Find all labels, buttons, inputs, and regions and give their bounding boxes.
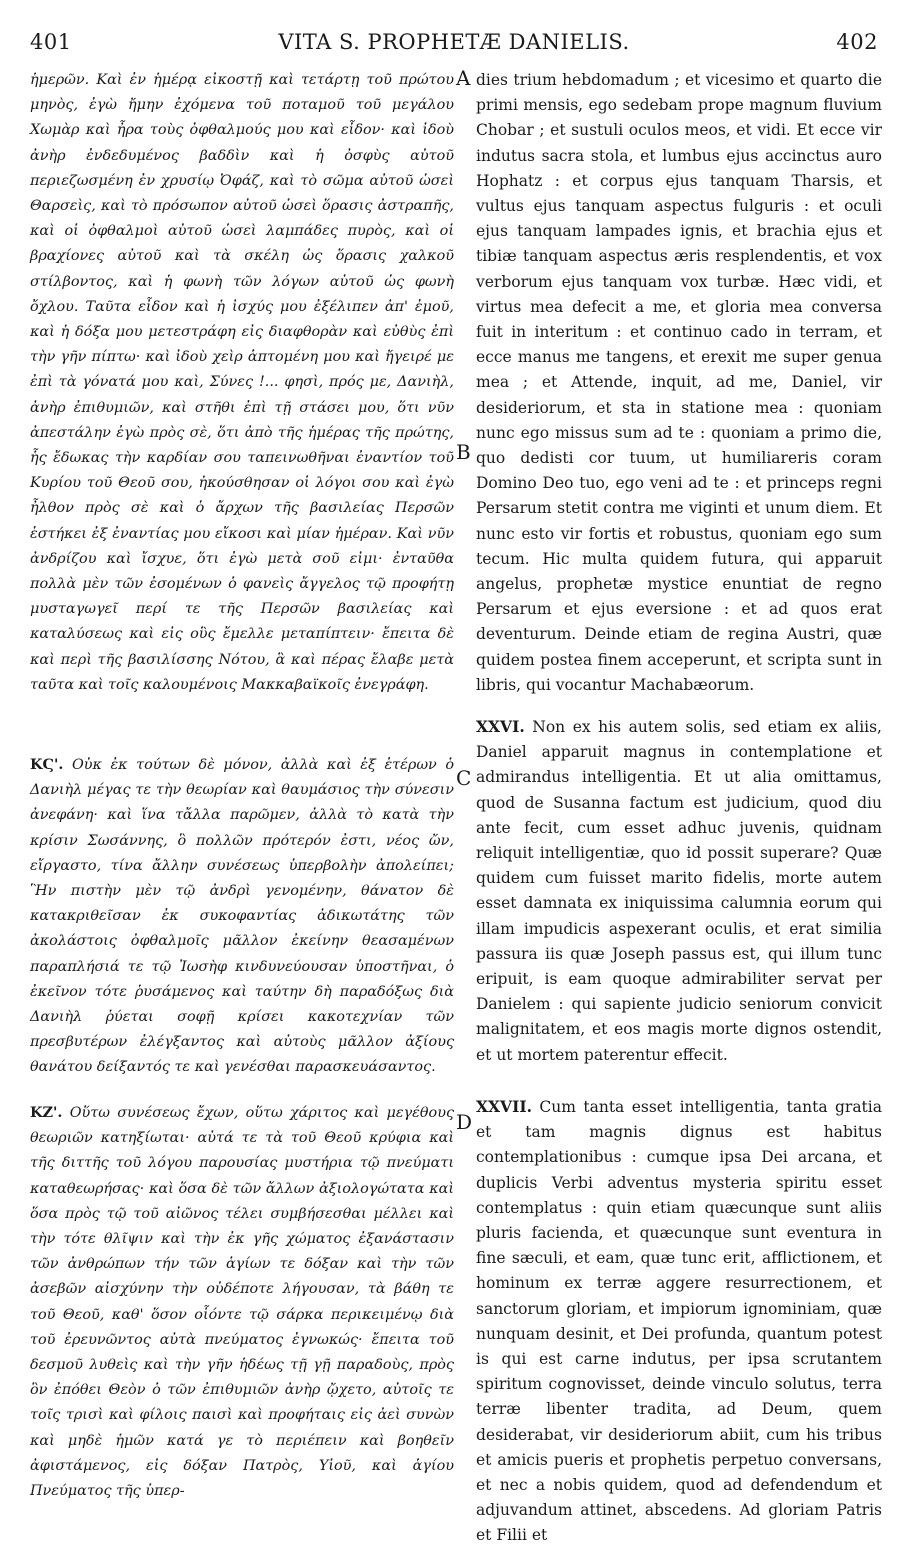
greek-section-27-text: Οὕτω συνέσεως ἔχων, οὕτω χάριτος καὶ μεγέθους θεωριῶν κατηξίωται· αὐτά τε τὰ τοῦ Θεοῦ κρύφια καὶ τῆς διττῆς τοῦ λόγου παρουσίας μυστήρια τῷ πνεύματι καταθεωρήσας· καὶ ὅσα δὲ τῶν ἄλλων ἀξιολογώτατα καὶ ὅσα πρὸς τῷ τοῦ αἰῶνος τέλει συμβήσεσθαι μέλλει καὶ τὴν τότε θλῖψιν καὶ τὴν ἐκ γῆς χώματος ἐξανάστασιν τῶν ἀνθρώπων τήν τῶν ἁγίων τε δόξαν καὶ τὴν τῶν ἀσεβῶν αἰσχύνην τὴν οὐδέποτε λήγουσαν, τὰ βάθη τε τοῦ Θεοῦ, καθ' ὅσον οἷόντε τῷ σάρκα περικειμένῳ διὰ τοῦ ἐρευνῶντος αὐτὰ πνεύματος ἐγνωκώς· ἔπειτα τοῦ δεσμοῦ λυθεὶς καὶ τὴν γῆν ἡδέως τῇ γῇ παραδοὺς, πρὸς ὃν ἐπόθει Θεὸν ὁ τῶν ἐπιθυμιῶν ἀνὴρ ᾤχετο, αὐτοῖς τε τοῖς τρισὶ καὶ φίλοις παισὶ καὶ προφήταις εἰς ἀεὶ συνὼν καὶ μηδὲ ἡμῶν κατά γε τὸ περιέπειν καὶ βοηθεῖν ἀφιστάμενος, εἰς δόξαν Πατρὸς, Υἱοῦ, καὶ ἁγίου Πνεύματος τῆς ὑπερ-	[30, 1105, 455, 1500]
margin-marker-a: A	[456, 66, 471, 90]
margin-marker-d: D	[456, 1110, 473, 1134]
greek-section-26-text: Οὐκ ἐκ τούτων δὲ μόνον, ἀλλὰ καὶ ἐξ ἑτέρων ὁ Δανιὴλ μέγας τε τὴν θεωρίαν καὶ θαυμάσιος τὴν σύνεσιν ἀνεφάνη· καὶ ἵνα τἄλλα παρῶμεν, ἀλλὰ τὸ κατὰ τὴν κρίσιν Σωσάννης, ὃ πολλῶν πρότερόν ἐστι, νέος ὤν, εἴργαστο, τίνα ἄλλην συνέσεως ὑπερβολὴν ἀπολείπει; Ἣν πιστὴν μὲν τῷ ἀνδρὶ γενομένην, θάνατον δὲ κατακριθεῖσαν ἐκ συκοφαντίας ἀδικωτάτης τῶν ἀκολάστοις ὀφθαλμοῖς μᾶλλον ἐκείνην θεασαμένων παραπλήσιά τε τῷ Ἰωσὴφ κινδυνεύουσαν ὑποστῆναι, ὁ ἐκεῖνον τότε ῥυσάμενος καὶ ταύτην δὴ παραδόξως διὰ Δανιὴλ ῥύεται σοφῇ κρίσει κακοτεχνίαν τῶν πρεσβυτέρων ἐλέγξαντος καὶ αὐτοὺς μᾶλλον ἀξίους θανάτου δείξαντός τε καὶ γενέσθαι παρασκευάσαντος.	[30, 757, 455, 1076]
margin-marker-c: C	[456, 766, 472, 790]
greek-section-27	[30, 1100, 454, 1504]
latin-section-26-number: XXVI.	[476, 717, 525, 736]
latin-section-27-text: Cum tanta esset intelligentia, tanta gratia et tam magnis dignus est habitus contemplationibus : cumque ipsa Dei arcana, et duplicis Verbi adventus mysteria spiritu esset contemplatus : quin etiam quæcunque sunt aliis pluris facienda, et quæcunque sunt eventura in fine sæculi, et eam, quæ tunc erit, afflictionem, et hominum ex terræ aggere resurrectionem, et sanctorum gloriam, et impiorum ignominiam, quæ nunquam desinit, et Dei profunda, quantum potest is qui est carne indutus, per ipsa scrutantem spiritum cognovisset, deinde vinculo solutus, terra terræ libenter tradita, ad Deum, quem desiderabat, vir desideriorum abiit, cum his tribus et amicis pueris et prophetis perpetuo conversans, et nec a nobis quidem, quod ad defendendum et adjuvandum attinet, abscedens. Ad gloriam Patris et Filii et	[476, 1098, 882, 1545]
greek-paragraph-1: ἡμερῶν. Καὶ ἐν ἡμέρᾳ εἰκοστῇ καὶ τετάρτῃ τοῦ πρώτου μηνὸς, ἐγὼ ἤμην ἐχόμενα τοῦ ποταμοῦ τοῦ μεγάλου Χωμὰρ καὶ ἦρα τοὺς ὀφθαλμούς μου καὶ εἶδον· καὶ ἰδοὺ ἀνὴρ ἐνδεδυμένος βαδδὶν καὶ ἡ ὀσφὺς αὐτοῦ περιεζωσμένη ἐν χρυσίῳ Ὀφάζ, καὶ τὸ σῶμα αὐτοῦ ὡσεὶ Θαρσεὶς, καὶ τὸ πρόσωπον αὐτοῦ ὡσεὶ ὅρασις ἀστραπῆς, καὶ οἱ ὀφθαλμοὶ αὐτοῦ ὡσεὶ λαμπάδες πυρὸς, καὶ οἱ βραχίονες αὐτοῦ καὶ τὰ σκέλη ὡς ὅρασις χαλκοῦ στίλβοντος, καὶ ἡ φωνὴ τῶν λόγων αὐτοῦ ὡς φωνὴ ὄχλου. Ταῦτα εἶδον καὶ ἡ ἰσχύς μου ἐξέλιπεν ἀπ' ἐμοῦ, καὶ ἡ δόξα μου μετεστράφη εἰς διαφθορὰν καὶ εὐθὺς ἐπὶ τὴν γῆν πίπτω· καὶ ἰδοὺ χεὶρ ἁπτομένη μου καὶ ἤγειρέ με ἐπὶ τὰ γόνατά μου καὶ, Σύνες !... φησὶ, πρός με, Δανιὴλ, ἀνὴρ ἐπιθυμιῶν, καὶ στῆθι ἐπὶ τῇ στάσει μου, ὅτι νῦν ἀπεστάλην ἐγὼ πρὸς σὲ, ὅτι ἀπὸ τῆς ἡμέρας τῆς πρώτης, ἧς ἔδωκας τὴν καρδίαν σου ταπεινωθῆναι ἐναντίον τοῦ Κυρίου τοῦ Θεοῦ σου, ἠκούσθησαν οἱ λόγοι σου καὶ ἐγὼ ἦλθον πρὸς σὲ καὶ ὁ ἄρχων τῆς βασιλείας Περσῶν ἑστήκει ἐξ ἐναντίας μου εἴκοσι καὶ μίαν ἡμέραν. Καὶ νῦν ἀνδρίζου καὶ ἴσχυε, ὅτι ἐγὼ μετὰ σοῦ εἰμι· ἐνταῦθα πολλὰ μὲν τῶν ἐσομένων ὁ φανεὶς ἄγγελος τῷ προφήτῃ μυσταγωγεῖ περί τε τῆς Περσῶν βασιλείας καὶ καταλύσεως καὶ εἰς οὓς ἔμελλε μεταπίπτειν· ἔπειτα δὲ καὶ περὶ τῆς βασιλίσσης Νότου, ἃ καὶ πέρας ἔλαβε μετὰ ταῦτα καὶ τοῖς καλουμένοις Μακκαβαϊκοῖς ἐνεγράφη.	[30, 72, 454, 693]
margin-marker-b: B	[456, 440, 471, 464]
greek-section-26-number: ΚϚ'.	[30, 756, 64, 773]
page-number-left: 401	[30, 30, 72, 54]
page-number-right: 402	[836, 30, 878, 54]
greek-section-26	[30, 752, 454, 1098]
latin-section-27-number: XXVII.	[476, 1097, 532, 1116]
greek-column	[30, 68, 454, 1506]
greek-section-27-number: ΚΖ'.	[30, 1104, 63, 1121]
page-header	[30, 30, 878, 60]
latin-section-26-text: Non ex his autem solis, sed etiam ex aliis, Daniel apparuit magnus in contemplatione et admirandus intelligentia. Et ut alia omittamus, quod de Susanna factum est judicium, quod diu ante fecit, cum esset adhuc juvenis, quidnam reliquit intelligentiæ, quo id possit superare? Quæ quidem cum fuisset marito fidelis, morte autem esset damnata ex iniquissima calumnia eorum qui illam impudicis aspexerant oculis, et erat similia passura iis quæ Joseph passus est, qui illum tunc eripuit, is eam quoque admirabiliter servat per Danielem : qui sapiente judicio seniorum convicit malignitatem, et eos magis morte dignos ostendit, et ut mortem paterentur effecit.	[476, 718, 882, 1064]
latin-section-27	[476, 1094, 882, 1549]
latin-column	[476, 68, 882, 1551]
latin-paragraph-1: dies trium hebdomadum ; et vicesimo et quarto die primi mensis, ego sedebam prope magnum fluvium Chobar ; et sustuli oculos meos, et vidi. Et ecce vir indutus sacra stola, et lumbus ejus accinctus auro Hophatz : et corpus ejus tanquam Tharsis, et vultus ejus tanquam aspectus fulguris : et oculi ejus tanquam lampades ignis, et brachia ejus et tibiæ tanquam aspectus æris resplendentis, et vox verborum ejus tanquam vox turbæ. Hæc vidi, et virtus mea defecit a me, et gloria mea conversa fuit in interitum : et continuo cado in terram, et ecce manus me tangens, et erexit me super genua mea ; et Attende, inquit, ad me, Daniel, vir desideriorum, et sta in statione mea : quoniam nunc ego missus sum ad te : quoniam a primo die, quo dedisti cor tuum, ut humiliareris coram Domino Deo tuo, ego veni ad te : et princeps regni Persarum stetit contra me viginti et unum diem. Et nunc esto vir fortis et robustus, quoniam ego sum tecum. Hic multa quidem futura, qui apparuit angelus, prophetæ mystice enuntiat de regno Persarum et ejus eversione : et ad quos erat deventurum. Deinde etiam de regina Austri, quæ quidem postea finem acceperunt, et scripta sunt in libris, qui vocantur Machabæorum.	[476, 71, 882, 694]
running-title: VITA S. PROPHETÆ DANIELIS.	[278, 30, 630, 54]
latin-section-26	[476, 714, 882, 1092]
